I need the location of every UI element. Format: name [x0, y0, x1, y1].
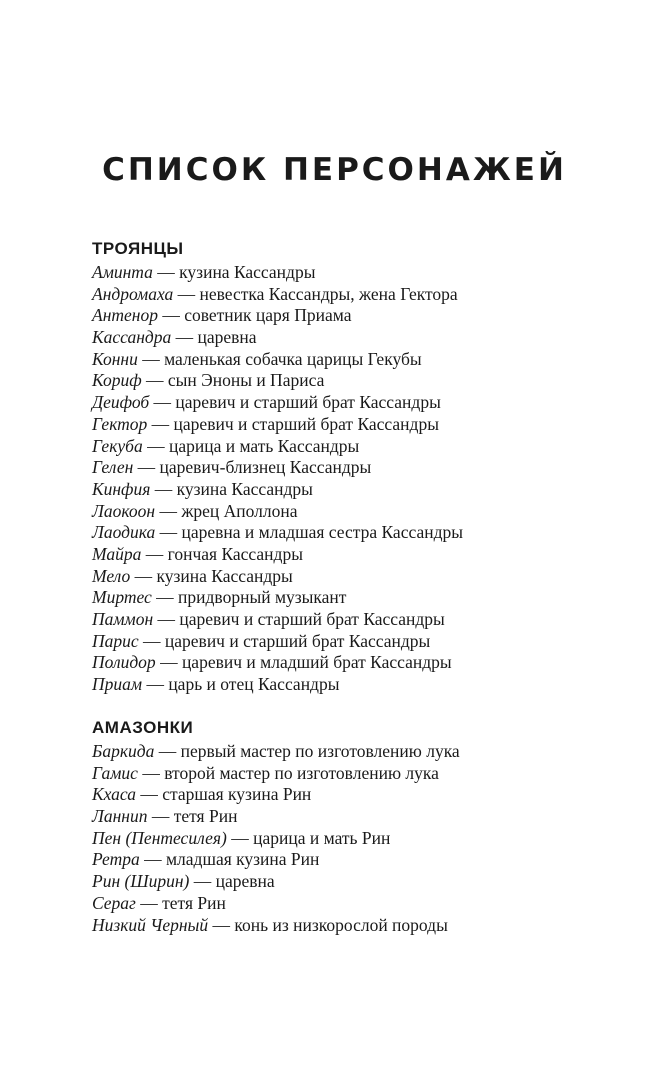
- character-description: конь из низкорослой породы: [234, 914, 448, 935]
- entry-separator: —: [139, 849, 166, 870]
- entry-separator: —: [189, 871, 216, 892]
- character-description: царь и отец Кассандры: [168, 674, 340, 695]
- character-description: первый мастер по изготовлению лука: [180, 741, 460, 761]
- character-entry: [92, 849, 632, 871]
- character-name: Мело: [92, 565, 131, 586]
- character-entry: [92, 305, 632, 327]
- entry-separator: —: [141, 370, 168, 391]
- character-description: жрец Аполлона: [181, 500, 298, 521]
- character-entry: [92, 501, 632, 523]
- character-name: Сераг: [92, 892, 136, 913]
- entry-separator: —: [138, 630, 165, 651]
- character-name: Кассандра: [92, 327, 172, 348]
- character-entry: [92, 522, 632, 544]
- character-name: Майра: [92, 543, 142, 564]
- character-entry: [92, 370, 632, 392]
- section-heading: АМАЗОНКИ: [92, 718, 194, 737]
- entry-separator: —: [142, 674, 169, 695]
- character-name: Баркида: [92, 741, 155, 761]
- character-entry: [92, 893, 632, 915]
- entry-separator: —: [142, 435, 169, 456]
- character-description: царица и мать Кассандры: [168, 435, 360, 456]
- character-entry: [92, 262, 632, 284]
- character-entry: [92, 457, 632, 479]
- entry-separator: —: [226, 827, 254, 848]
- character-list: [92, 741, 632, 936]
- character-entry: [92, 763, 632, 785]
- character-entry: [92, 871, 632, 893]
- character-entry: [92, 806, 632, 828]
- character-name: Деифоб: [92, 392, 150, 413]
- character-name: Пен (Пентесилея): [92, 827, 227, 848]
- entry-separator: —: [137, 348, 165, 369]
- character-entry: [92, 284, 632, 306]
- character-description: младшая кузина Рин: [165, 849, 320, 870]
- character-entry: [92, 349, 632, 371]
- entry-separator: —: [154, 741, 181, 761]
- character-description: царевна: [197, 327, 257, 348]
- character-entry: [92, 414, 632, 436]
- character-description: царевич и старший брат Кассандры: [173, 413, 439, 434]
- entry-separator: —: [141, 543, 168, 564]
- section-heading: ТРОЯНЦЫ: [92, 239, 184, 258]
- character-description: царевич-близнец Кассандры: [159, 457, 372, 478]
- entry-separator: —: [133, 457, 160, 478]
- character-description: кузина Кассандры: [156, 565, 293, 586]
- character-description: царевич и младший брат Кассандры: [181, 652, 452, 673]
- character-description: советник царя Приама: [184, 305, 352, 326]
- entry-separator: —: [150, 478, 177, 499]
- entry-separator: —: [135, 892, 163, 913]
- character-entry: [92, 587, 632, 609]
- entry-separator: —: [153, 609, 180, 629]
- character-entry: [92, 674, 632, 696]
- character-name: Кинфия: [92, 478, 151, 499]
- entry-separator: —: [152, 262, 180, 282]
- character-description: царица и мать Рин: [253, 827, 391, 848]
- character-entry: [92, 828, 632, 850]
- character-name: Паммон: [92, 609, 154, 629]
- character-name: Миртес: [92, 587, 152, 608]
- character-entry: [92, 631, 632, 653]
- character-name: Кориф: [92, 370, 142, 391]
- entry-separator: —: [149, 392, 176, 413]
- character-name: Конни: [92, 348, 138, 369]
- character-description: придворный музыкант: [178, 587, 347, 608]
- character-name: Парис: [92, 630, 139, 651]
- character-description: царевна и младшая сестра Кассандры: [181, 522, 463, 543]
- character-entry: [92, 327, 632, 349]
- entry-separator: —: [155, 652, 182, 673]
- character-name: Гамис: [92, 762, 138, 783]
- character-description: царевна: [215, 871, 275, 892]
- character-description: царевич и старший брат Кассандры: [175, 392, 441, 413]
- character-list: [92, 262, 632, 696]
- entry-separator: —: [130, 565, 157, 586]
- entry-separator: —: [147, 413, 174, 434]
- character-name: Полидор: [92, 652, 156, 673]
- character-description: тетя Рин: [162, 892, 226, 913]
- character-description: маленькая собачка царицы Гекубы: [164, 348, 422, 369]
- character-entry: [92, 915, 632, 937]
- character-description: кузина Кассандры: [176, 478, 313, 499]
- character-name: Гелен: [92, 457, 134, 478]
- entry-separator: —: [173, 283, 200, 304]
- character-name: Рин (Ширин): [92, 871, 190, 892]
- character-entry: [92, 566, 632, 588]
- entry-separator: —: [147, 806, 174, 827]
- character-description: царевич и старший брат Кассандры: [164, 630, 431, 651]
- character-name: Антенор: [92, 305, 158, 326]
- character-description: гончая Кассандры: [167, 543, 303, 564]
- character-entry: [92, 544, 632, 566]
- character-name: Лаокоон: [92, 500, 156, 521]
- character-entry: [92, 609, 632, 631]
- character-name: Низкий Черный: [92, 914, 209, 935]
- character-entry: [92, 652, 632, 674]
- character-description: кузина Кассандры: [179, 262, 316, 282]
- entry-separator: —: [157, 305, 185, 326]
- character-name: Приам: [92, 674, 143, 695]
- character-name: Гекуба: [92, 435, 143, 456]
- section-amazons: [92, 715, 632, 936]
- character-name: Гектор: [92, 413, 148, 434]
- character-name: Ланнип: [92, 806, 148, 827]
- character-description: сын Эноны и Париса: [167, 370, 325, 391]
- entry-separator: —: [171, 327, 198, 348]
- entry-separator: —: [151, 587, 179, 608]
- character-name: Ретра: [92, 849, 140, 870]
- section-trojans: [92, 236, 632, 696]
- entry-separator: —: [135, 784, 163, 805]
- character-entry: [92, 436, 632, 458]
- character-description: старшая кузина Рин: [162, 784, 312, 805]
- entry-separator: —: [155, 500, 182, 521]
- entry-separator: —: [155, 522, 182, 543]
- page-title: СПИСОК ПЕРСОНАЖЕЙ: [102, 152, 567, 188]
- character-description: царевич и старший брат Кассандры: [179, 609, 445, 629]
- character-entry: [92, 479, 632, 501]
- character-description: второй мастер по изготовлению лука: [164, 762, 439, 783]
- character-name: Лаодика: [92, 522, 156, 543]
- character-description: тетя Рин: [173, 806, 238, 827]
- character-name: Андромаха: [92, 283, 174, 304]
- character-entry: [92, 741, 632, 763]
- character-entry: [92, 392, 632, 414]
- entry-separator: —: [137, 762, 165, 783]
- character-name: Кхаса: [92, 784, 136, 805]
- character-description: невестка Кассандры, жена Гектора: [199, 283, 458, 304]
- character-entry: [92, 784, 632, 806]
- character-name: Аминта: [92, 262, 153, 282]
- entry-separator: —: [208, 914, 235, 935]
